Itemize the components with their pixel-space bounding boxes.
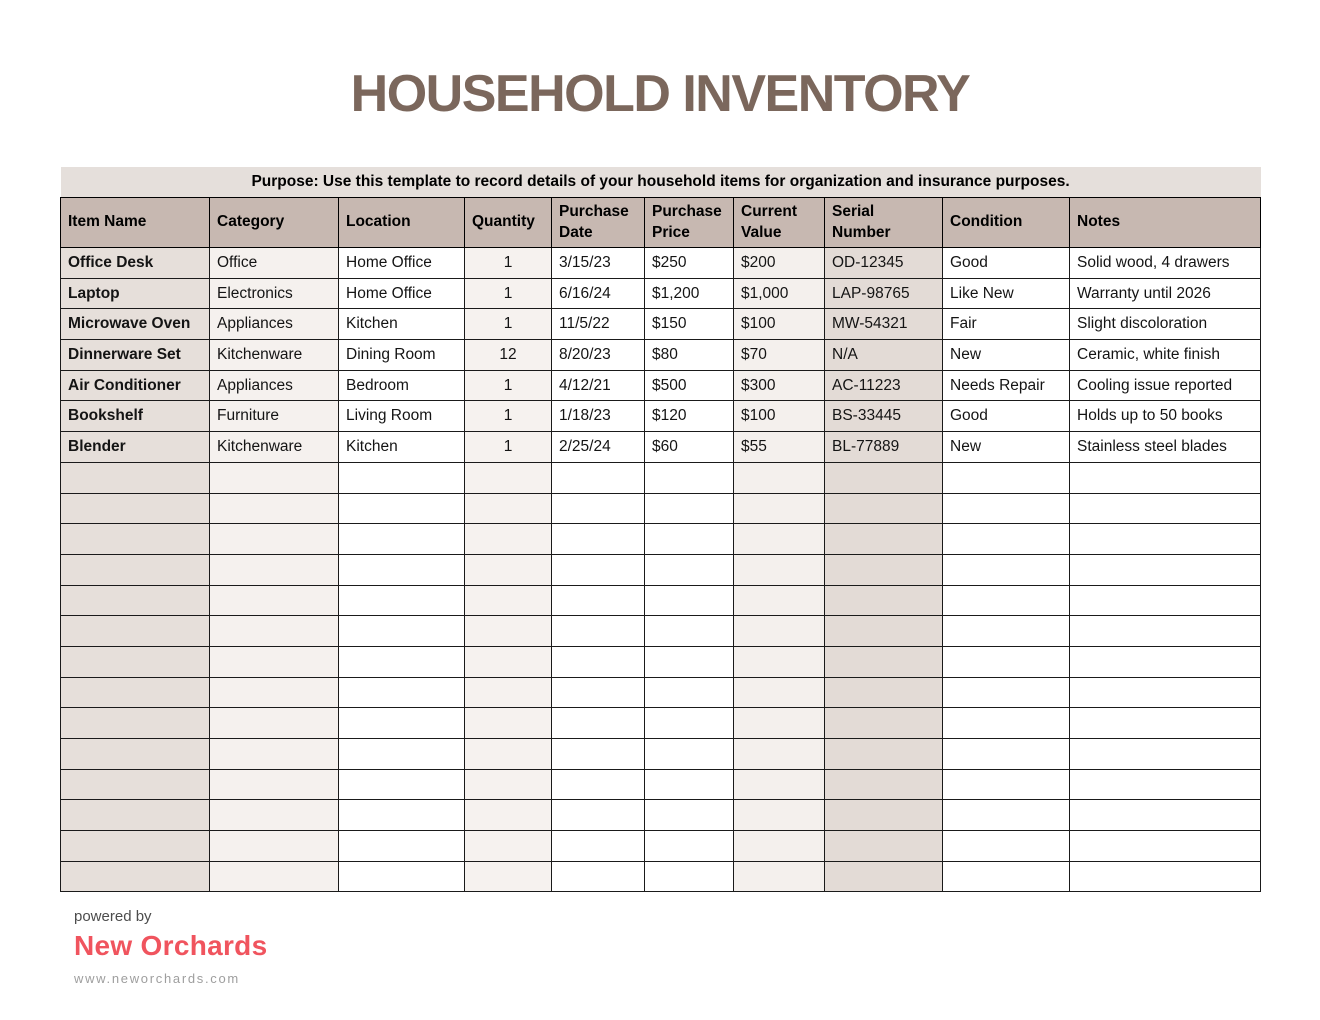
cell-current-value: $200 <box>734 248 825 279</box>
cell-notes: Ceramic, white finish <box>1070 340 1261 371</box>
cell-condition <box>943 554 1070 585</box>
cell-current-value: $70 <box>734 340 825 371</box>
cell-purchase-date <box>552 554 645 585</box>
cell-item-name <box>61 493 210 524</box>
table-row <box>61 248 1261 279</box>
cell-serial-number <box>825 677 943 708</box>
column-header-serial-number: Serial Number <box>825 198 943 248</box>
cell-location: Kitchen <box>339 309 465 340</box>
column-header-purchase-price: Purchase Price <box>645 198 734 248</box>
cell-serial-number: AC-11223 <box>825 370 943 401</box>
cell-current-value <box>734 800 825 831</box>
cell-category: Appliances <box>210 309 339 340</box>
cell-purchase-date <box>552 800 645 831</box>
empty-table-row <box>61 831 1261 862</box>
cell-serial-number <box>825 831 943 862</box>
cell-location: Kitchen <box>339 432 465 463</box>
cell-quantity <box>465 708 552 739</box>
cell-purchase-price: $80 <box>645 340 734 371</box>
cell-quantity: 1 <box>465 370 552 401</box>
cell-serial-number: BS-33445 <box>825 401 943 432</box>
cell-location <box>339 739 465 770</box>
cell-condition <box>943 585 1070 616</box>
cell-notes: Cooling issue reported <box>1070 370 1261 401</box>
cell-purchase-date <box>552 524 645 555</box>
cell-location <box>339 861 465 892</box>
cell-item-name <box>61 739 210 770</box>
cell-condition <box>943 462 1070 493</box>
cell-category <box>210 524 339 555</box>
cell-condition <box>943 739 1070 770</box>
cell-notes <box>1070 831 1261 862</box>
cell-condition <box>943 677 1070 708</box>
cell-current-value <box>734 769 825 800</box>
cell-serial-number <box>825 739 943 770</box>
cell-notes: Solid wood, 4 drawers <box>1070 248 1261 279</box>
cell-item-name <box>61 800 210 831</box>
cell-serial-number: MW-54321 <box>825 309 943 340</box>
cell-condition <box>943 493 1070 524</box>
cell-notes <box>1070 524 1261 555</box>
page-title: HOUSEHOLD INVENTORY <box>350 65 970 123</box>
cell-category <box>210 831 339 862</box>
cell-category: Appliances <box>210 370 339 401</box>
cell-notes: Slight discoloration <box>1070 309 1261 340</box>
cell-serial-number: N/A <box>825 340 943 371</box>
cell-notes: Stainless steel blades <box>1070 432 1261 463</box>
cell-notes <box>1070 493 1261 524</box>
cell-serial-number: LAP-98765 <box>825 278 943 309</box>
cell-quantity: 1 <box>465 309 552 340</box>
cell-category <box>210 861 339 892</box>
cell-quantity <box>465 646 552 677</box>
cell-category <box>210 800 339 831</box>
cell-quantity <box>465 677 552 708</box>
cell-purchase-price: $250 <box>645 248 734 279</box>
cell-location: Home Office <box>339 248 465 279</box>
inventory-table-body <box>61 248 1261 892</box>
column-header-purchase-date: Purchase Date <box>552 198 645 248</box>
cell-location: Dining Room <box>339 340 465 371</box>
cell-notes <box>1070 462 1261 493</box>
cell-purchase-price: $1,200 <box>645 278 734 309</box>
cell-category <box>210 616 339 647</box>
cell-purchase-date: 6/16/24 <box>552 278 645 309</box>
purpose-banner: Purpose: Use this template to record details of your household items for organization and insurance purposes. <box>61 167 1261 198</box>
cell-serial-number <box>825 861 943 892</box>
table-header-row <box>61 198 1261 248</box>
cell-serial-number: OD-12345 <box>825 248 943 279</box>
table-row <box>61 370 1261 401</box>
cell-purchase-price: $500 <box>645 370 734 401</box>
cell-purchase-date: 2/25/24 <box>552 432 645 463</box>
cell-item-name: Office Desk <box>61 248 210 279</box>
cell-current-value <box>734 861 825 892</box>
cell-notes <box>1070 800 1261 831</box>
empty-table-row <box>61 554 1261 585</box>
cell-quantity <box>465 769 552 800</box>
table-row <box>61 432 1261 463</box>
cell-purchase-price <box>645 708 734 739</box>
cell-quantity <box>465 739 552 770</box>
cell-quantity <box>465 493 552 524</box>
cell-notes <box>1070 646 1261 677</box>
cell-condition <box>943 524 1070 555</box>
cell-location: Bedroom <box>339 370 465 401</box>
cell-condition: Good <box>943 401 1070 432</box>
cell-location: Living Room <box>339 401 465 432</box>
cell-purchase-date <box>552 769 645 800</box>
cell-serial-number <box>825 462 943 493</box>
cell-quantity <box>465 616 552 647</box>
cell-serial-number <box>825 524 943 555</box>
cell-notes <box>1070 616 1261 647</box>
cell-condition: Fair <box>943 309 1070 340</box>
cell-current-value <box>734 554 825 585</box>
cell-location <box>339 554 465 585</box>
cell-purchase-price <box>645 616 734 647</box>
cell-current-value: $100 <box>734 401 825 432</box>
cell-location <box>339 677 465 708</box>
cell-condition <box>943 708 1070 739</box>
cell-item-name <box>61 524 210 555</box>
cell-category: Electronics <box>210 278 339 309</box>
cell-item-name: Microwave Oven <box>61 309 210 340</box>
cell-category <box>210 769 339 800</box>
empty-table-row <box>61 861 1261 892</box>
empty-table-row <box>61 524 1261 555</box>
cell-purchase-price <box>645 739 734 770</box>
table-row <box>61 278 1261 309</box>
cell-notes <box>1070 739 1261 770</box>
cell-notes <box>1070 769 1261 800</box>
cell-notes <box>1070 554 1261 585</box>
cell-category <box>210 585 339 616</box>
cell-purchase-date: 11/5/22 <box>552 309 645 340</box>
cell-quantity <box>465 462 552 493</box>
cell-category <box>210 462 339 493</box>
cell-condition <box>943 769 1070 800</box>
cell-quantity <box>465 585 552 616</box>
cell-current-value <box>734 616 825 647</box>
cell-current-value <box>734 462 825 493</box>
cell-notes <box>1070 585 1261 616</box>
cell-location <box>339 493 465 524</box>
cell-category <box>210 739 339 770</box>
cell-current-value <box>734 831 825 862</box>
cell-purchase-date <box>552 462 645 493</box>
column-header-notes: Notes <box>1070 198 1261 248</box>
cell-notes <box>1070 861 1261 892</box>
cell-purchase-date <box>552 585 645 616</box>
column-header-current-value: Current Value <box>734 198 825 248</box>
cell-quantity <box>465 831 552 862</box>
cell-item-name <box>61 677 210 708</box>
cell-purchase-date <box>552 708 645 739</box>
cell-purchase-date <box>552 677 645 708</box>
empty-table-row <box>61 708 1261 739</box>
cell-quantity <box>465 800 552 831</box>
cell-serial-number <box>825 800 943 831</box>
footer <box>74 908 267 986</box>
empty-table-row <box>61 739 1261 770</box>
cell-purchase-price <box>645 800 734 831</box>
column-header-location: Location <box>339 198 465 248</box>
cell-purchase-price <box>645 493 734 524</box>
cell-purchase-price <box>645 831 734 862</box>
empty-table-row <box>61 677 1261 708</box>
cell-category <box>210 677 339 708</box>
cell-category: Office <box>210 248 339 279</box>
cell-condition <box>943 646 1070 677</box>
cell-serial-number <box>825 646 943 677</box>
column-header-condition: Condition <box>943 198 1070 248</box>
empty-table-row <box>61 585 1261 616</box>
inventory-table-container <box>60 167 1260 892</box>
cell-item-name <box>61 831 210 862</box>
cell-purchase-price <box>645 646 734 677</box>
cell-condition <box>943 861 1070 892</box>
cell-location <box>339 462 465 493</box>
cell-category <box>210 493 339 524</box>
cell-current-value <box>734 677 825 708</box>
cell-location <box>339 616 465 647</box>
cell-quantity: 1 <box>465 278 552 309</box>
cell-current-value <box>734 585 825 616</box>
cell-purchase-date: 4/12/21 <box>552 370 645 401</box>
cell-purchase-date: 8/20/23 <box>552 340 645 371</box>
cell-item-name: Air Conditioner <box>61 370 210 401</box>
cell-purchase-price <box>645 769 734 800</box>
cell-purchase-date: 1/18/23 <box>552 401 645 432</box>
cell-category <box>210 646 339 677</box>
cell-condition <box>943 616 1070 647</box>
cell-quantity <box>465 524 552 555</box>
cell-quantity: 1 <box>465 401 552 432</box>
cell-serial-number <box>825 554 943 585</box>
cell-item-name: Dinnerware Set <box>61 340 210 371</box>
cell-serial-number <box>825 708 943 739</box>
column-header-category: Category <box>210 198 339 248</box>
cell-category <box>210 708 339 739</box>
cell-notes: Warranty until 2026 <box>1070 278 1261 309</box>
cell-category: Kitchenware <box>210 432 339 463</box>
cell-purchase-date <box>552 616 645 647</box>
inventory-table <box>60 167 1261 892</box>
cell-purchase-price: $150 <box>645 309 734 340</box>
cell-item-name <box>61 708 210 739</box>
cell-condition: New <box>943 340 1070 371</box>
cell-condition <box>943 800 1070 831</box>
cell-purchase-price <box>645 585 734 616</box>
cell-condition <box>943 831 1070 862</box>
cell-item-name <box>61 554 210 585</box>
cell-item-name <box>61 769 210 800</box>
cell-serial-number <box>825 769 943 800</box>
cell-current-value: $55 <box>734 432 825 463</box>
cell-location <box>339 831 465 862</box>
cell-quantity <box>465 554 552 585</box>
cell-purchase-price <box>645 677 734 708</box>
cell-item-name <box>61 585 210 616</box>
cell-purchase-price <box>645 524 734 555</box>
cell-notes <box>1070 708 1261 739</box>
cell-category <box>210 554 339 585</box>
cell-location <box>339 524 465 555</box>
empty-table-row <box>61 646 1261 677</box>
cell-condition: Good <box>943 248 1070 279</box>
table-row <box>61 401 1261 432</box>
cell-location <box>339 769 465 800</box>
empty-table-row <box>61 800 1261 831</box>
cell-location: Home Office <box>339 278 465 309</box>
cell-item-name <box>61 861 210 892</box>
cell-purchase-date <box>552 646 645 677</box>
powered-by-label: powered by <box>74 908 152 925</box>
cell-item-name: Laptop <box>61 278 210 309</box>
cell-purchase-price <box>645 554 734 585</box>
cell-serial-number <box>825 585 943 616</box>
cell-notes: Holds up to 50 books <box>1070 401 1261 432</box>
cell-item-name: Bookshelf <box>61 401 210 432</box>
column-header-item-name: Item Name <box>61 198 210 248</box>
empty-table-row <box>61 462 1261 493</box>
cell-current-value: $1,000 <box>734 278 825 309</box>
cell-purchase-price <box>645 861 734 892</box>
cell-notes <box>1070 677 1261 708</box>
empty-table-row <box>61 616 1261 647</box>
cell-serial-number: BL-77889 <box>825 432 943 463</box>
cell-purchase-date <box>552 861 645 892</box>
cell-item-name <box>61 616 210 647</box>
cell-item-name <box>61 646 210 677</box>
cell-item-name: Blender <box>61 432 210 463</box>
table-row <box>61 340 1261 371</box>
cell-purchase-date: 3/15/23 <box>552 248 645 279</box>
cell-condition: Needs Repair <box>943 370 1070 401</box>
cell-serial-number <box>825 616 943 647</box>
cell-quantity: 1 <box>465 248 552 279</box>
cell-condition: Like New <box>943 278 1070 309</box>
cell-location <box>339 585 465 616</box>
cell-condition: New <box>943 432 1070 463</box>
cell-current-value <box>734 524 825 555</box>
cell-purchase-date <box>552 493 645 524</box>
cell-current-value: $300 <box>734 370 825 401</box>
cell-quantity: 1 <box>465 432 552 463</box>
purpose-row <box>61 167 1261 198</box>
cell-category: Kitchenware <box>210 340 339 371</box>
table-row <box>61 309 1261 340</box>
cell-current-value <box>734 739 825 770</box>
empty-table-row <box>61 493 1261 524</box>
cell-quantity: 12 <box>465 340 552 371</box>
cell-current-value <box>734 646 825 677</box>
cell-current-value: $100 <box>734 309 825 340</box>
cell-location <box>339 708 465 739</box>
cell-location <box>339 646 465 677</box>
cell-quantity <box>465 861 552 892</box>
cell-purchase-price: $60 <box>645 432 734 463</box>
cell-purchase-date <box>552 831 645 862</box>
new-orchards-logo[interactable]: New Orchards <box>74 930 268 961</box>
cell-purchase-price: $120 <box>645 401 734 432</box>
cell-current-value <box>734 493 825 524</box>
cell-category: Furniture <box>210 401 339 432</box>
website-link[interactable]: www.neworchards.com <box>74 971 240 986</box>
cell-current-value <box>734 708 825 739</box>
cell-location <box>339 800 465 831</box>
cell-serial-number <box>825 493 943 524</box>
cell-purchase-date <box>552 739 645 770</box>
cell-purchase-price <box>645 462 734 493</box>
empty-table-row <box>61 769 1261 800</box>
cell-item-name <box>61 462 210 493</box>
column-header-quantity: Quantity <box>465 198 552 248</box>
